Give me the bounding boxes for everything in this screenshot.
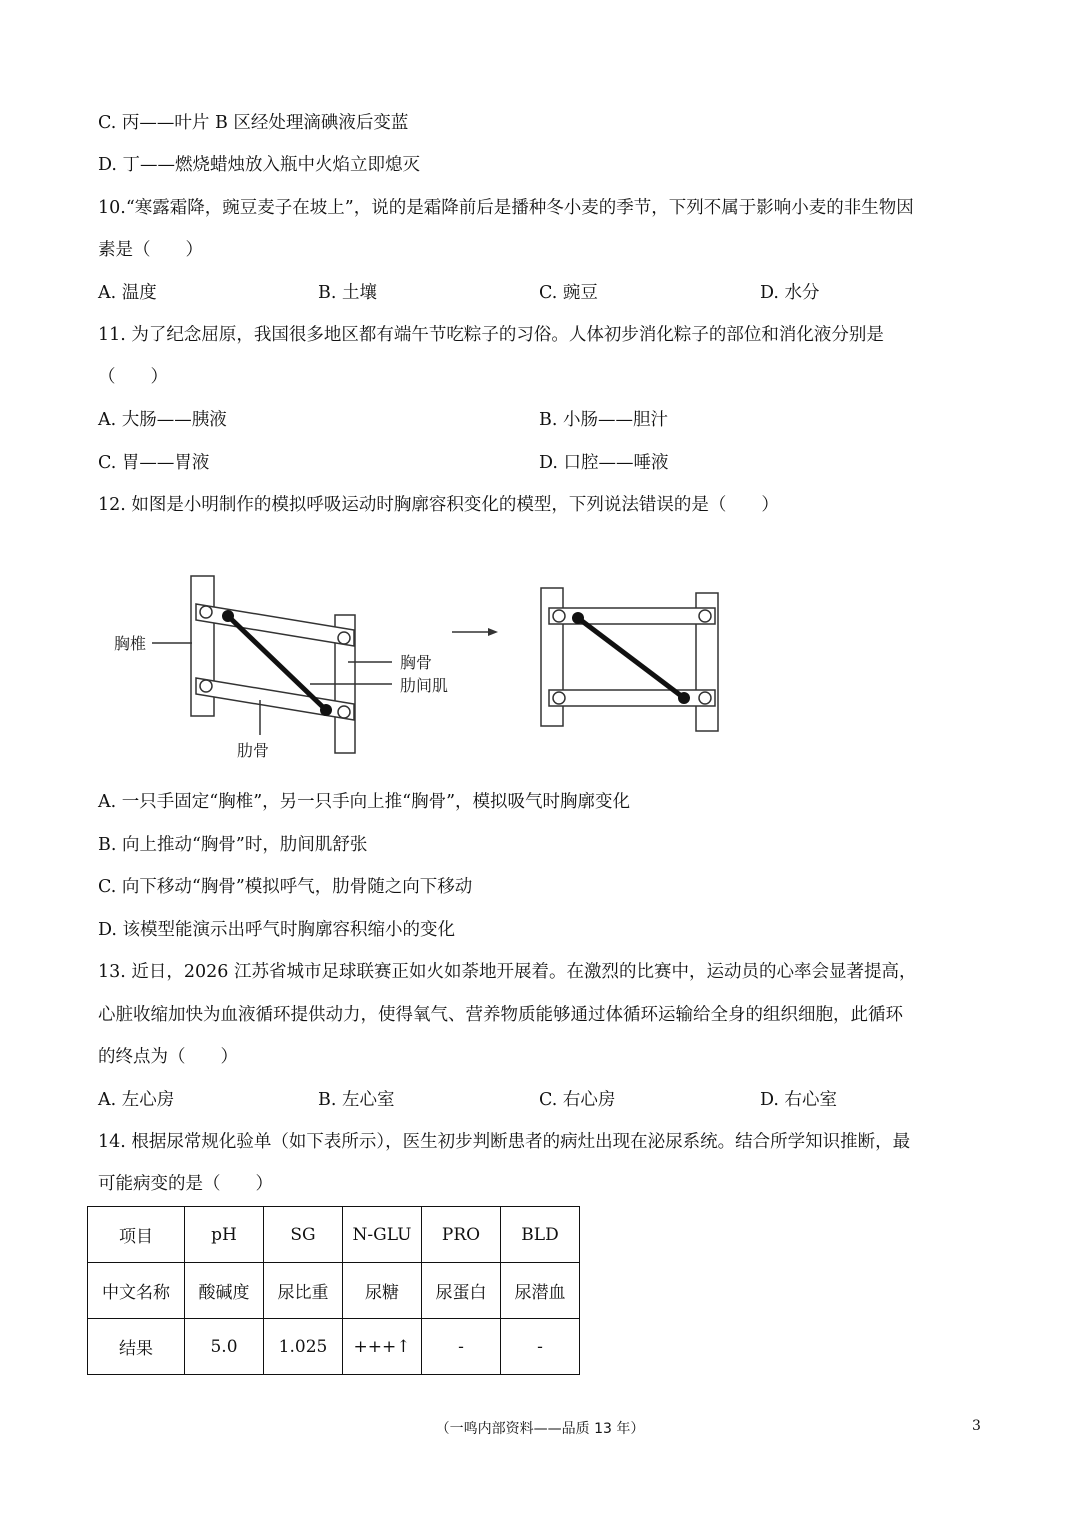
q12-option-b: B. 向上推动“胸骨”时，肋间肌舒张 (98, 835, 368, 855)
label-intercostal: 肋间肌 (400, 676, 449, 695)
q13-option-a: A. 左心房 (98, 1090, 175, 1110)
q13-option-b: B. 左心室 (318, 1090, 395, 1110)
breathing-model-diagram (100, 560, 740, 780)
table-cell: PRO (422, 1207, 501, 1263)
table-cell: 结果 (88, 1319, 185, 1375)
q14-stem-line1: 14. 根据尿常规化验单（如下表所示），医生初步判断患者的病灶出现在泌尿系统。结合所学知识推断，最 (98, 1132, 911, 1152)
urine-test-table (87, 1206, 580, 1375)
q10-option-d: D. 水分 (760, 283, 820, 303)
q12-option-d: D. 该模型能演示出呼气时胸廓容积缩小的变化 (98, 920, 456, 940)
table-row (88, 1263, 580, 1319)
page-number: 3 (972, 1418, 981, 1434)
q11-option-b: B. 小肠——胆汁 (539, 410, 668, 430)
muscle-end (572, 612, 584, 624)
q10-option-c: C. 豌豆 (539, 283, 598, 303)
table-cell: 5.0 (185, 1319, 264, 1375)
table-cell: - (501, 1319, 580, 1375)
table-cell: BLD (501, 1207, 580, 1263)
q12-stem: 12. 如图是小明制作的模拟呼吸运动时胸廓容积变化的模型，下列说法错误的是（ ） (98, 495, 779, 515)
q9-option-c: C. 丙——叶片 B 区经处理滴碘液后变蓝 (98, 113, 409, 133)
table-cell: SG (264, 1207, 343, 1263)
muscle-end (320, 704, 332, 716)
q11-option-d: D. 口腔——唾液 (539, 453, 669, 473)
q13-option-c: C. 右心房 (539, 1090, 616, 1110)
table-cell: 中文名称 (88, 1263, 185, 1319)
q11-option-c: C. 胃——胃液 (98, 453, 210, 473)
q11-option-a: A. 大肠——胰液 (98, 410, 227, 430)
model-after (541, 588, 718, 731)
q11-stem-line2: （ ） (98, 367, 168, 387)
label-spine: 胸椎 (114, 634, 147, 653)
muscle-end (222, 610, 234, 622)
q10-stem-line2: 素是（ ） (98, 240, 203, 260)
table-cell: 酸碱度 (185, 1263, 264, 1319)
q11-stem-line1: 11. 为了纪念屈原，我国很多地区都有端午节吃粽子的习俗。人体初步消化粽子的部位和消化液分别是 (98, 325, 884, 345)
q13-stem-line2: 心脏收缩加快为血液循环提供动力，使得氧气、营养物质能够通过体循环运输给全身的组织细胞，此循环 (98, 1005, 903, 1025)
q13-stem-line3: 的终点为（ ） (98, 1047, 238, 1067)
table-row (88, 1319, 580, 1375)
q10-option-b: B. 土壤 (318, 283, 377, 303)
table-cell: 项目 (88, 1207, 185, 1263)
q14-stem-line2: 可能病变的是（ ） (98, 1174, 273, 1194)
q10-stem-line1: 10.“寒露霜降，豌豆麦子在坡上”，说的是霜降前后是播种冬小麦的季节，下列不属于影响小麦的非生物因 (98, 198, 914, 218)
table-cell: 尿比重 (264, 1263, 343, 1319)
q13-stem-line1: 13. 近日，2026 江苏省城市足球联赛正如火如荼地开展着。在激烈的比赛中，运动员的心率会显著提高， (98, 962, 917, 982)
rib-upper (196, 604, 354, 646)
table-cell: +++↑ (343, 1319, 422, 1375)
page-footer: （一鸣内部资料——品质 13 年） (435, 1421, 645, 1437)
table-row (88, 1207, 580, 1263)
q12-option-a: A. 一只手固定“胸椎”，另一只手向上推“胸骨”，模拟吸气时胸廓变化 (98, 792, 631, 812)
label-sternum: 胸骨 (400, 653, 433, 672)
table-cell: - (422, 1319, 501, 1375)
rib-lower (549, 690, 715, 706)
table-cell: 尿潜血 (501, 1263, 580, 1319)
model-before (152, 576, 392, 753)
q12-option-c: C. 向下移动“胸骨”模拟呼气，肋骨随之向下移动 (98, 877, 473, 897)
table-cell: 尿蛋白 (422, 1263, 501, 1319)
table-cell: 1.025 (264, 1319, 343, 1375)
q10-option-a: A. 温度 (98, 283, 157, 303)
table-cell: 尿糖 (343, 1263, 422, 1319)
table-cell: pH (185, 1207, 264, 1263)
intercostal-muscle (578, 618, 684, 698)
table-cell: N-GLU (343, 1207, 422, 1263)
q13-option-d: D. 右心室 (760, 1090, 838, 1110)
muscle-end (678, 692, 690, 704)
q9-option-d: D. 丁——燃烧蜡烛放入瓶中火焰立即熄灭 (98, 155, 421, 175)
arrow (452, 628, 498, 636)
label-rib: 肋骨 (237, 741, 270, 760)
